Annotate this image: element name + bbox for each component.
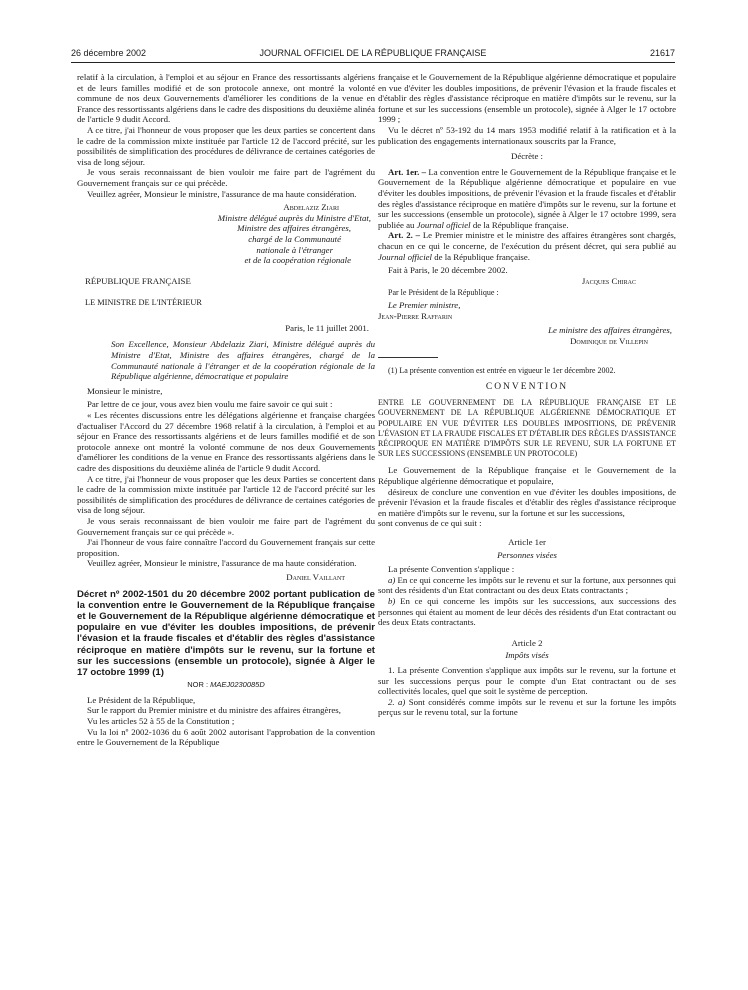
item-label: a) [388, 574, 396, 585]
par-le-president: Par le Président de la République : [388, 288, 499, 298]
paragraph: Vu les articles 52 à 55 de la Constitution ; [87, 715, 235, 726]
letterhead-ministry: LE MINISTRE DE L'INTÉRIEUR [85, 298, 202, 308]
paragraph: Vu le décret nº 53-192 du 14 mars 1953 modifié relatif à la ratification et à la publication des engagements internationaux souscrits par la France, [378, 124, 676, 146]
article-text-end: de la République française. [472, 219, 569, 230]
article-label: Art. 1er. – [388, 166, 427, 177]
signature-title: et de la coopération régionale [244, 255, 351, 266]
header-date: 26 décembre 2002 [71, 48, 147, 58]
paragraph: Le Président de la République, [87, 694, 196, 705]
signature-prime-minister: Jean-Pierre Raffarin [378, 310, 453, 321]
item-label: 2. a) [388, 696, 406, 707]
paragraph [378, 575, 676, 596]
paragraph [378, 596, 676, 628]
decrete-heading: Décrète : [511, 151, 543, 162]
paragraph: française et le Gouvernement de la République algérienne démocratique et populaire en vue d'éviter les doubles impositions, de prévenir l'évasion et la fraude fiscales et d'établir des règles d'assistance réciproque en matière d'impôts sur le revenu, sur la fortune et sur les successions (ensemble un protocole), signée à Alger le 17 octobre 1999 ; [378, 72, 676, 125]
right-column [378, 72, 676, 718]
header-rule [71, 62, 675, 63]
paragraph: A ce titre, j'ai l'honneur de vous proposer que les deux Parties se concertent dans le cadre de la commission mixte instituée par l'article 12 de l'accord précité sur les possibilités de simplification des procédures de délivrance de certaines catégories de visa de long séjour. [77, 473, 375, 516]
item-text: En ce qui concerne les impôts sur les successions, aux successions des personnes qui étaient au moment de leur décès des résidents d'un Etat contractant ou des deux Etats contractants. [378, 596, 676, 628]
article-subheading: Impôts visés [505, 650, 549, 661]
signature-foreign-minister: Dominique de Villepin [570, 336, 648, 347]
paragraph: 1. La présente Convention s'applique aux impôts sur le revenu, sur la fortune et sur les successions perçus pour le compte d'un Etat contractant ou de ses collectivités locales, quel que soit le système de perception. [378, 664, 676, 697]
item-text: En ce qui concerne les impôts sur le revenu et sur la fortune, aux personnes qui sont des résidents d'un Etat contractant ou des deux Etats contractants ; [378, 574, 677, 596]
paragraph: Je vous serais reconnaissant de bien vouloir me faire part de l'agrément du Gouvernement français sur ce qui précède ». [77, 515, 375, 537]
item-label: b) [388, 596, 396, 606]
paragraph: Le Gouvernement de la République française et le Gouvernement de la République algérienne démocratique et populaire, [378, 465, 676, 487]
header-journal-title: JOURNAL OFFICIEL DE LA RÉPUBLIQUE FRANÇAISE [259, 48, 487, 58]
paragraph: Veuillez agréer, Monsieur le ministre, l'assurance de ma haute considération. [87, 558, 357, 569]
signature-president: Jacques Chirac [581, 275, 636, 286]
paragraph: A ce titre, j'ai l'honneur de vous proposer que les deux parties se concertent dans le cadre de la commission mixte instituée par l'article 12 de l'accord précité, sur les possibilités de simplification des procédures de délivrance de certaines catégories de visa de long séjour. [77, 124, 375, 167]
item-text: Sont considérés comme impôts sur le revenu et sur la fortune les impôts perçus sur le revenu total, sur la fortune [378, 696, 677, 718]
convention-subtitle: ENTRE LE GOUVERNEMENT DE LA RÉPUBLIQUE FRANÇAISE ET LE GOUVERNEMENT DE LA RÉPUBLIQUE ALGÉRIENNE DÉMOCRATIQUE ET POPULAIRE EN VUE D'ÉVITER LES DOUBLES IMPOSITIONS, DE PRÉVENIR L'ÉVASION ET LA FRAUDE FISCALES ET D'ÉTABLIR DES RÈGLES D'ASSISTANCE RÉCIPROQUE EN MATIÈRE D'IMPÔTS SUR LE REVENU, SUR LA FORTUNE ET SUR LES SUCCESSIONS (ENSEMBLE UN PROTOCOLE) [378, 398, 676, 459]
article-label: Art. 2. – [388, 230, 420, 241]
article-subheading: Personnes visées [497, 549, 557, 560]
signature-title: chargé de la Communauté [248, 233, 341, 244]
paragraph: Je vous serais reconnaissant de bien vouloir me faire part de l'agrément du Gouvernement français sur ce qui précède. [77, 167, 375, 188]
paragraph: « Les récentes discussions entre les délégations algérienne et française chargées d'actualiser l'Accord du 27 décembre 1968 relatif à la circulation, à l'emploi et au séjour en France des ressortissants algériens et de leurs familles modifié et de son protocole annexe ont montré la volonté commune de nos deux Gouvernements d'améliorer les conditions de la venue en France des ressortissants algériens dans le cadre des dispositions du deuxième alinéa de l'article 9 dudit Accord. [77, 410, 375, 473]
paragraph: Par lettre de ce jour, vous avez bien voulu me faire savoir ce qui suit : [87, 399, 333, 410]
left-column [77, 72, 375, 748]
paragraph: désireux de conclure une convention en vue d'éviter les doubles impositions, de prévenir l'évasion et la fraude fiscales et d'établir des règles d'assistance réciproque en matière d'impôts sur le revenu, sur la fortune et sur les successions, [378, 486, 676, 518]
article-1 [378, 167, 676, 231]
paragraph: relatif à la circulation, à l'emploi et au séjour en France des ressortissants algériens et de leurs familles modifié et de son protocole annexe, ont montré la volonté commune de nos deux Gouvernements d'améliorer les conditions de la venue en France des ressortissants algériens dans le cadre des dispositions du deuxième alinéa de l'article 9 dudit Accord. [77, 72, 375, 125]
header-page-number: 21617 [649, 48, 675, 58]
convention-title: CONVENTION [485, 381, 569, 392]
signature-title: nationale à l'étranger [256, 244, 333, 255]
footnote: (1) La présente convention est entrée en vigueur le 1er décembre 2002. [388, 365, 616, 375]
signature-name: Abdelaziz Ziari [283, 202, 339, 213]
prime-minister-title: Le Premier ministre, [388, 300, 461, 311]
paragraph: J'ai l'honneur de vous faire connaître l'accord du Gouvernement français sur cette proposition. [77, 537, 375, 558]
foreign-minister-title: Le ministre des affaires étrangères, [548, 325, 672, 336]
place-date: Paris, le 11 juillet 2001. [285, 322, 369, 333]
nor-code: MAEJ0230085D [210, 680, 265, 690]
nor-reference [77, 680, 375, 691]
article-heading: Article 2 [511, 637, 543, 648]
article-text: Le Premier ministre et le ministre des affaires étrangères sont chargés, chacun en ce qui le concerne, de l'exécution du présent décret, qui sera publié au [378, 230, 677, 251]
letterhead-republic: RÉPUBLIQUE FRANÇAISE [85, 275, 191, 286]
paragraph: sont convenus de ce qui suit : [378, 518, 482, 529]
paragraph: Vu la loi nº 2002-1036 du 6 août 2002 autorisant l'approbation de la convention entre le Gouvernement de la République [77, 726, 375, 748]
paragraph: La présente Convention s'applique : [388, 564, 515, 575]
page-header [71, 48, 675, 62]
article-2 [378, 230, 676, 262]
signature-title: Ministre délégué auprès du Ministre d'Etat, [217, 212, 371, 223]
signature-name: Daniel Vaillant [286, 571, 345, 582]
addressee: Son Excellence, Monsieur Abdelaziz Ziari, Ministre délégué auprès du Ministre d'Etat, Ministre des affaires étrangères, chargé de la Communauté nationale à l'étranger et de la coopération régionale de la République algérienne, démocratique et populaire [111, 339, 375, 382]
fait-date: Fait à Paris, le 20 décembre 2002. [388, 265, 508, 276]
journal-officiel-ref: Journal officiel [416, 219, 471, 230]
nor-label: NOR : [187, 680, 209, 690]
footnote-rule [378, 357, 438, 358]
journal-officiel-ref: Journal officiel [378, 251, 432, 262]
article-text-end: de la République française. [434, 251, 530, 262]
decree-title: Décret nº 2002-1501 du 20 décembre 2002 portant publication de la convention entre le Gouvernement de la République française et le Gouvernement de la République algérienne démocratique et populaire en vue d'éviter les doubles impositions, de prévenir l'évasion et la fraude fiscales et d'établir des règles d'assistance réciproque en matière d'impôts sur le revenu, sur la fortune et sur les successions (ensemble un protocole), signée à Alger le 17 octobre 1999 (1) [77, 588, 375, 678]
paragraph: Sur le rapport du Premier ministre et du ministre des affaires étrangères, [87, 705, 341, 716]
article-heading: Article 1er [508, 537, 546, 548]
salutation: Monsieur le ministre, [87, 385, 163, 396]
paragraph: Veuillez agréer, Monsieur le ministre, l'assurance de ma haute considération. [87, 188, 357, 199]
signature-title: Ministre des affaires étrangères, [237, 223, 351, 234]
article-text: La convention entre le Gouvernement de la République française et le Gouvernement de la République algérienne démocratique et populaire en vue d'éviter les doubles impositions, de prévenir l'évasion et la fraude fiscales et d'établir des règles d'assistance réciproque en matière d'impôts sur le revenu, sur la fortune et sur les successions (ensemble un protocole), signée à Alger le 17 octobre 1999, sera publiée au [378, 166, 676, 230]
paragraph [378, 697, 676, 718]
